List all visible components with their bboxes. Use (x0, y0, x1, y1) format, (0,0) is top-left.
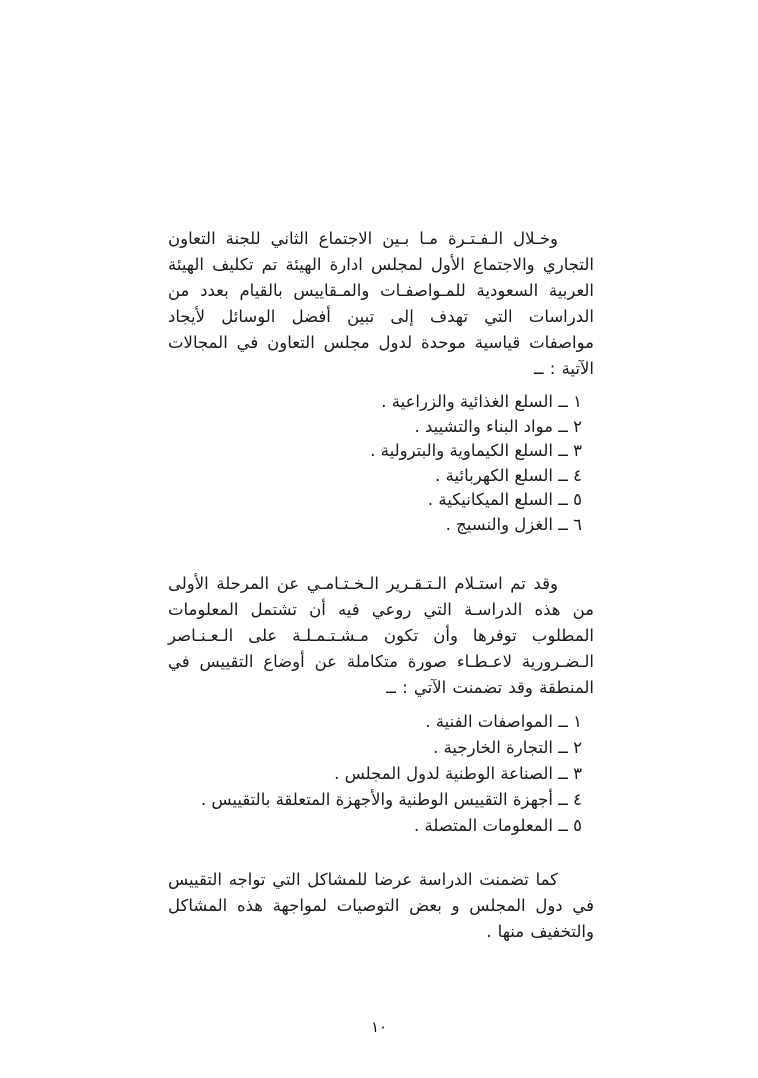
commodities-list (168, 390, 582, 537)
report-paragraph: وقد تم استـلام الـتـقـرير الـخـتـامـي عن المرحلة الأولى من هذه الدراسـة التي روعي فيه أن تشتمل المعلومات المطلوب توفرها وأن تكون مـشـتـمـلـة على الـعـنـاصر الـضـرورية لاعـطـاء صورة متكاملة عن أوضاع التقييس في المنطقة وقد تضمنت الآتي : ــ (168, 574, 594, 697)
list-item: ٤ ــ السلع الكهربائية . (435, 465, 582, 485)
list-item: ١ ــ السلع الغذائية والزراعية . (381, 392, 582, 411)
text-content (168, 226, 594, 945)
list-item: ٢ ــ مواد البناء والتشييد . (414, 416, 582, 436)
list-item: ٣ ــ السلع الكيماوية والبترولية . (370, 441, 582, 460)
intro-paragraph: وخـلال الـفـتـرة مـا بـين الاجتماع الثاني للجنة التعاون التجاري والاجتماع الأول لمجلس ادارة الهيئة تم تكليف الهيئة العربية السعودية للمـواصفـات والمـقاييس بالقيام بعدد من الدراسات التي تهدف إلى تبين أفضل الوسائل لأيجاد مواصفات قياسية موحدة لدول مجلس التعاون في المجالات الآتية : ــ (168, 229, 594, 378)
page-number: ١٠ (370, 1018, 388, 1036)
list-item: ٦ ــ الغزل والنسيج . (445, 514, 582, 534)
study-contents-list (168, 709, 582, 839)
closing-paragraph: كما تضمنت الدراسة عرضا للمشاكل التي تواجه التقييس في دول المجلس و بعض التوصيات لمواجهة هذه المشاكل والتخفيف منها . (168, 870, 594, 941)
list-item: ٢ ــ التجارة الخارجية . (433, 738, 582, 757)
list-item: ٣ ــ الصناعة الوطنية لدول المجلس . (334, 764, 582, 783)
list-item: ١ ــ المواصفات الفنية . (425, 712, 582, 731)
list-item: ٥ ــ المعلومات المتصلة . (413, 816, 582, 835)
list-item: ٤ ــ أجهزة التقييس الوطنية والأجهزة المتعلقة بالتقييس . (200, 790, 582, 809)
list-item: ٥ ــ السلع الميكانيكية . (427, 490, 582, 509)
